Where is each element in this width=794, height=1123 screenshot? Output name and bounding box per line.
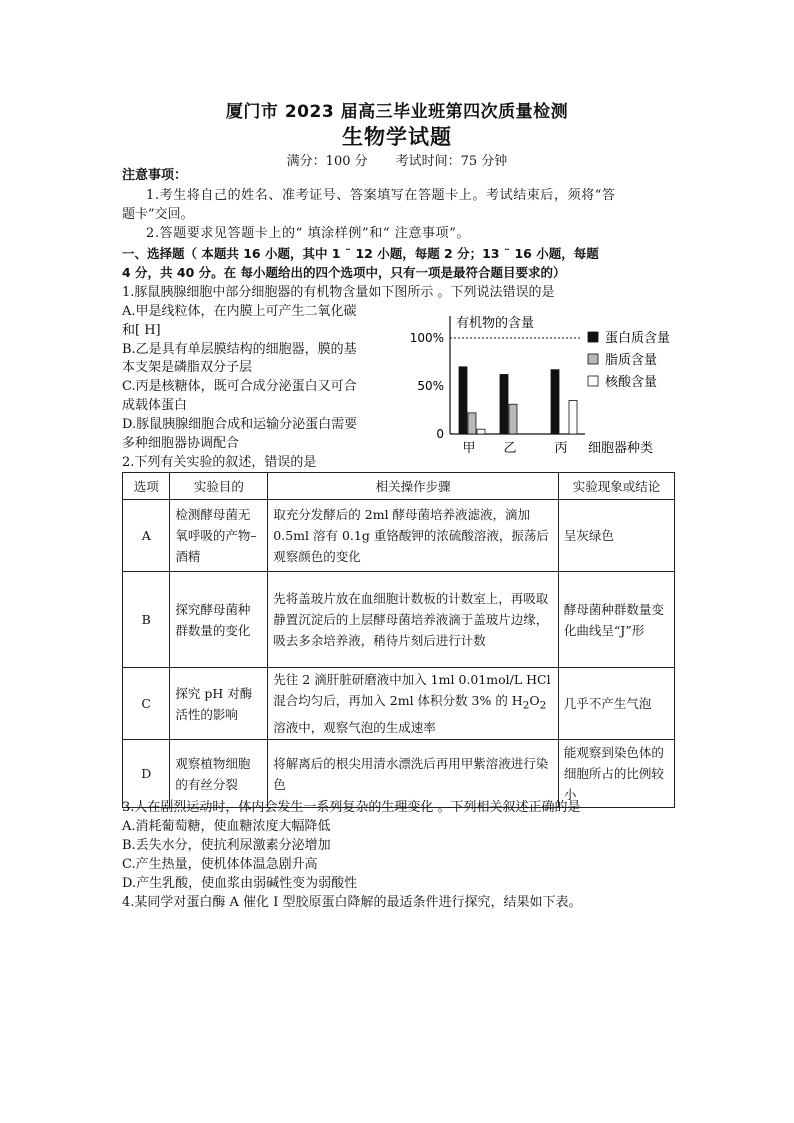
subject-title: 生物学试题 <box>342 125 452 149</box>
q1-option-a-line1: A.甲是线粒体，在内膜上可产生二氧化碳 <box>122 304 357 319</box>
q1-option-c-line1: C.丙是核糖体，既可合成分泌蛋白又可合 <box>122 379 357 394</box>
row-c-steps-part2: O <box>529 693 540 709</box>
bar-0-2 <box>477 429 485 434</box>
q3-option-a: A.消耗葡萄糖，使血糖浓度大幅降低 <box>122 819 331 834</box>
y-tick-label: 0 <box>436 427 444 441</box>
table-row <box>123 572 675 668</box>
bar-0-1 <box>468 413 476 434</box>
q1-option-d-line2: 多种细胞器协调配合 <box>122 436 240 451</box>
legend-swatch <box>588 332 598 342</box>
q1-option-d-line1: D.豚鼠胰腺细胞合成和运输分泌蛋白需要 <box>122 417 358 432</box>
q2-stem: 2.下列有关实验的叙述，错误的是 <box>122 455 317 470</box>
legend-swatch <box>588 376 598 386</box>
x-tick-label: 丙 <box>554 441 568 456</box>
col-option-header: 选项 <box>123 473 170 500</box>
legend-label: 核酸含量 <box>605 375 658 390</box>
row-b-steps: 先将盖玻片放在血细胞计数板的计数室上，再吸取静置沉淀后的上层酵母菌培养液滴于盖玻片边缘，吸去多余培养液，稍待片刻后进行计数 <box>268 572 559 668</box>
row-c-sub2: 2 <box>539 699 547 712</box>
bar-1-1 <box>509 404 517 434</box>
note-2: 2.答题要求见答题卡上的“ 填涂样例”和“ 注意事项”。 <box>146 226 471 241</box>
row-b-option: B <box>123 572 170 668</box>
exam-time: 考试时间：75 分钟 <box>395 154 508 169</box>
row-d-option: D <box>123 740 170 808</box>
q1-option-c-line2: 成载体蛋白 <box>122 398 188 413</box>
bar-2-2 <box>569 400 577 434</box>
bar-0-0 <box>459 367 467 434</box>
row-d-steps: 将解离后的根尖用清水漂洗后再用甲紫溶液进行染色 <box>268 740 559 808</box>
legend-label: 蛋白质含量 <box>605 331 671 346</box>
x-tick-label: 甲 <box>462 441 476 456</box>
x-tick-label: 乙 <box>503 441 517 456</box>
y-tick-label: 100% <box>409 331 444 345</box>
table-row <box>123 668 675 740</box>
notes-heading: 注意事项： <box>122 168 188 183</box>
bar-1-0 <box>500 374 508 434</box>
section-heading-line1: 一、选择题（ 本题共 16 小题，其中 1 ˜ 12 小题，每题 2 分；13 ˜ 16 小题，每题 <box>122 246 599 261</box>
q3-stem: 3.人在剧烈运动时，体内会发生一系列复杂的生理变化 。下列相关叙述正确的是 <box>122 800 581 815</box>
row-a-option: A <box>123 500 170 572</box>
table-row <box>123 500 675 572</box>
row-c-steps-part1: 先往 2 滴肝脏研磨液中加入 1ml 0.01mol/L HCl 混合均匀后，再加入 2ml 体积分数 3% 的 H <box>273 672 551 709</box>
row-c-steps-part3: 溶液中，观察气泡的生成速率 <box>273 719 436 735</box>
row-b-result: 酵母菌种群数量变化曲线呈“J”形 <box>558 572 674 668</box>
organelle-content-chart <box>400 306 690 460</box>
row-d-aim: 观察植物细胞的有丝分裂 <box>170 740 268 808</box>
q1-option-b-line1: B.乙是具有单层膜结构的细胞器，膜的基 <box>122 342 357 357</box>
row-c-steps <box>268 668 559 740</box>
row-c-option: C <box>123 668 170 740</box>
y-axis-label: 有机物的含量 <box>456 316 535 331</box>
row-b-aim: 探究酵母菌种群数量的变化 <box>170 572 268 668</box>
row-a-result: 呈灰绿色 <box>558 500 674 572</box>
section-heading-line2: 4 分，共 40 分。在 每小题给出的四个选项中，只有一项是最符合题目要求的） <box>122 265 566 280</box>
q3-option-d: D.产生乳酸，使血浆由弱碱性变为弱酸性 <box>122 876 358 891</box>
col-result-header: 实验现象或结论 <box>558 473 674 500</box>
table-header-row <box>123 473 675 500</box>
row-c-result: 几乎不产生气泡 <box>558 668 674 740</box>
q3-option-c: C.产生热量，使机体体温急剧升高 <box>122 857 318 872</box>
y-tick-label: 50% <box>417 379 444 393</box>
note-1-line2: 题卡”交回。 <box>122 207 194 222</box>
row-c-aim: 探究 pH 对酶活性的影响 <box>170 668 268 740</box>
row-a-aim: 检测酵母菌无氧呼吸的产物–酒精 <box>170 500 268 572</box>
row-a-steps: 取充分发酵后的 2ml 酵母菌培养液滤液，滴加 0.5ml 溶有 0.1g 重铬酸钾的浓硫酸溶液，振荡后观察颜色的变化 <box>268 500 559 572</box>
note-1-line1: 1.考生将自己的姓名、准考证号、答案填写在答题卡上。考试结束后，须将“答 <box>146 188 616 203</box>
legend-label: 脂质含量 <box>605 353 658 368</box>
x-axis-label: 细胞器种类 <box>588 441 654 456</box>
experiment-table <box>122 472 675 808</box>
q4-stem: 4.某同学对蛋白酶 A 催化 Ⅰ 型胶原蛋白降解的最适条件进行探究，结果如下表。 <box>122 895 582 910</box>
q1-option-a-line2: 和[ H] <box>122 323 161 338</box>
q1-option-b-line2: 本支架是磷脂双分子层 <box>122 360 253 375</box>
col-aim-header: 实验目的 <box>170 473 268 500</box>
col-steps-header: 相关操作步骤 <box>268 473 559 500</box>
exam-title: 厦门市 2023 届高三毕业班第四次质量检测 <box>225 102 569 122</box>
row-d-result: 能观察到染色体的细胞所占的比例较小 <box>558 740 674 808</box>
full-score: 满分：100 分 <box>286 154 368 169</box>
q3-option-b: B.丢失水分，使抗利尿激素分泌增加 <box>122 838 331 853</box>
legend-swatch <box>588 354 598 364</box>
row-c-sub1: 2 <box>522 699 530 712</box>
exam-info <box>0 150 794 169</box>
q1-stem: 1.豚鼠胰腺细胞中部分细胞器的有机物含量如下图所示 。下列说法错误的是 <box>122 285 555 300</box>
bar-2-0 <box>551 370 559 434</box>
